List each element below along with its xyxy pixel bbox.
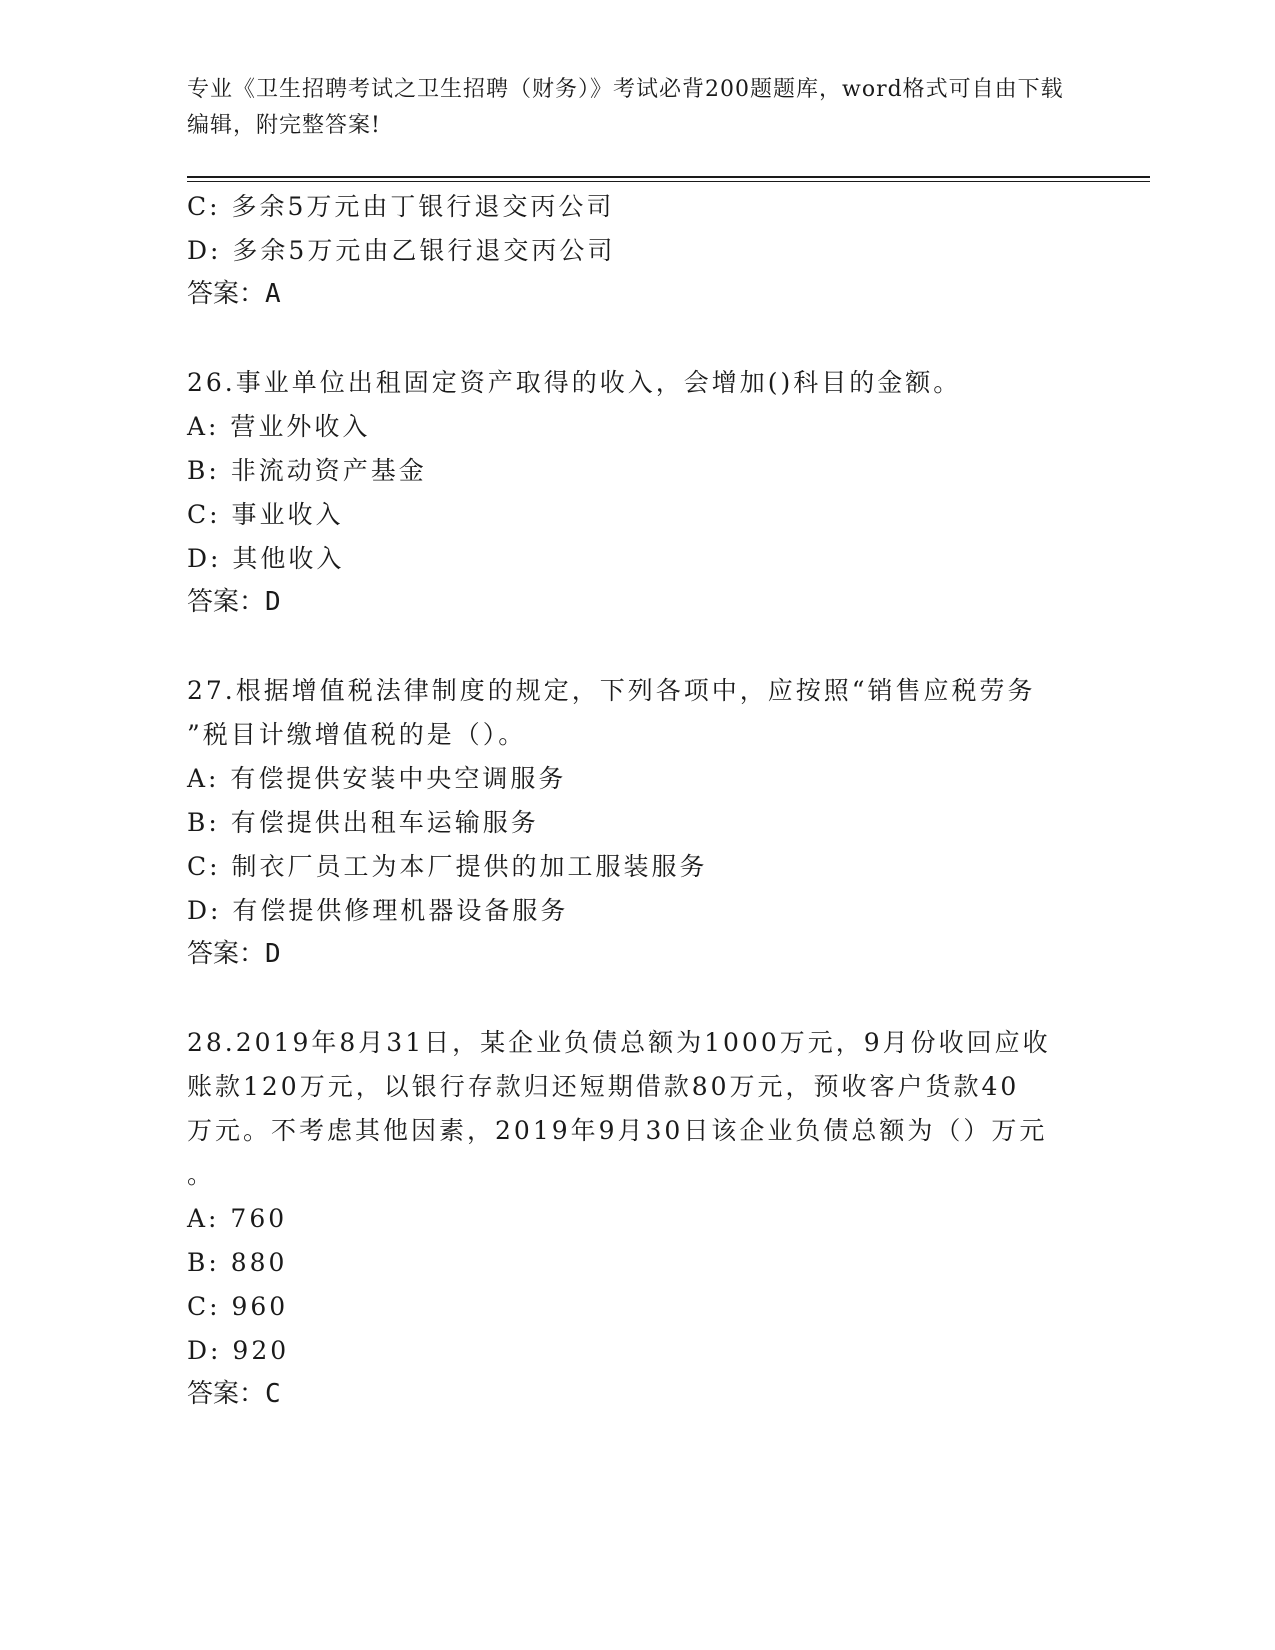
q25-answer — [187, 272, 281, 317]
answer-label: 答案： — [187, 1379, 266, 1409]
answer-label: 答案： — [187, 939, 266, 969]
answer-value: A — [265, 279, 281, 309]
q27-option-d: D: 有偿提供修理机器设备服务 — [187, 896, 569, 925]
q28-stem-line3: 万元。不考虑其他因素，2019年9月30日该企业负债总额为（）万元 — [187, 1116, 1048, 1145]
answer-value: D — [265, 587, 281, 617]
header-divider-thick — [187, 176, 1150, 178]
q26-option-b: B: 非流动资产基金 — [187, 456, 427, 485]
q28-stem-line4: 。 — [187, 1160, 216, 1189]
header-divider-thin — [187, 181, 1150, 182]
q28-option-d: D: 920 — [187, 1336, 290, 1365]
answer-value: C — [265, 1379, 281, 1409]
document-header: 专业《卫生招聘考试之卫生招聘（财务）》考试必背200题题库，word格式可自由下载编辑，附完整答案! — [187, 77, 1064, 138]
q26-stem: 26.事业单位出租固定资产取得的收入，会增加()科目的金额。 — [187, 368, 962, 397]
q26-option-a: A: 营业外收入 — [187, 412, 371, 441]
answer-label: 答案： — [187, 587, 266, 617]
q27-stem-line1: 27.根据增值税法律制度的规定，下列各项中，应按照“销售应税劳务 — [187, 676, 1036, 705]
q25-option-c: C: 多余5万元由丁银行退交丙公司 — [187, 192, 615, 221]
answer-value: D — [265, 939, 281, 969]
q28-option-c: C: 960 — [187, 1292, 289, 1321]
q26-answer — [187, 580, 281, 625]
q26-option-d: D: 其他收入 — [187, 544, 345, 573]
q28-stem-line2: 账款120万元，以银行存款归还短期借款80万元，预收客户货款40 — [187, 1072, 1020, 1101]
answer-label: 答案： — [187, 279, 266, 309]
q26-option-c: C: 事业收入 — [187, 500, 344, 529]
q27-option-c: C: 制衣厂员工为本厂提供的加工服装服务 — [187, 852, 708, 881]
q28-option-a: A: 760 — [187, 1204, 288, 1233]
q27-answer — [187, 932, 281, 977]
q28-answer — [187, 1372, 281, 1417]
q27-option-b: B: 有偿提供出租车运输服务 — [187, 808, 539, 837]
q25-option-d: D: 多余5万元由乙银行退交丙公司 — [187, 236, 616, 265]
q27-stem-line2: ”税目计缴增值税的是（）。 — [187, 720, 527, 749]
q28-option-b: B: 880 — [187, 1248, 288, 1277]
q27-option-a: A: 有偿提供安装中央空调服务 — [187, 764, 567, 793]
q28-stem-line1: 28.2019年8月31日，某企业负债总额为1000万元，9月份收回应收 — [187, 1028, 1051, 1057]
